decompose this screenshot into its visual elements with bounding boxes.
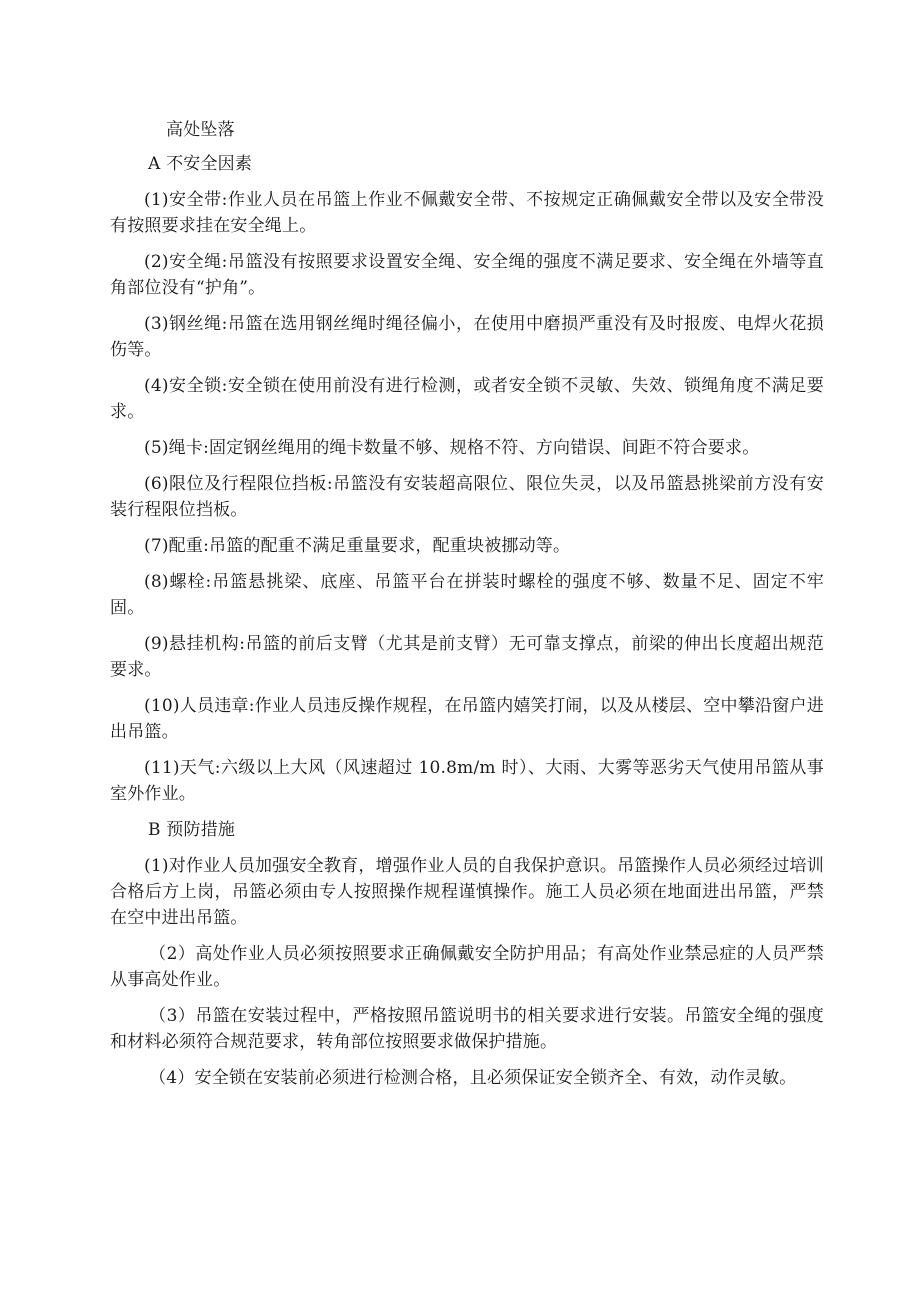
hazard-item-personnel: (10)人员违章:作业人员违反操作规程，在吊篮内嬉笑打闹，以及从楼层、空中攀沿窗户进出吊篮。	[110, 696, 824, 742]
hazard-item-wire-rope: (3)钢丝绳:吊篮在选用钢丝绳时绳径偏小，在使用中磨损严重没有及时报废、电焊火花损伤等。	[110, 314, 824, 360]
hazard-item-limit-stop: (6)限位及行程限位挡板:吊篮没有安装超高限位、限位失灵，以及吊篮悬挑梁前方没有安装行程限位挡板。	[110, 474, 824, 520]
hazard-item-counterweight: (7)配重:吊篮的配重不满足重量要求，配重块被挪动等。	[144, 536, 571, 556]
hazard-item-safety-rope: (2)安全绳:吊篮没有按照要求设置安全绳、安全绳的强度不满足要求、安全绳在外墙等直角部位没有“护角”。	[110, 252, 824, 298]
measure-item-protective-gear: （2）高处作业人员必须按照要求正确佩戴安全防护用品；有高处作业禁忌症的人员严禁从事高处作业。	[110, 944, 824, 990]
hazard-item-safety-lock: (4)安全锁:安全锁在使用前没有进行检测，或者安全锁不灵敏、失效、锁绳角度不满足要求。	[110, 376, 824, 422]
hazard-item-bolts: (8)螺栓:吊篮悬挑梁、底座、吊篮平台在拼装时螺栓的强度不够、数量不足、固定不牢固。	[110, 572, 824, 618]
document-body	[110, 117, 824, 1101]
section-title: 高处坠落	[166, 120, 235, 140]
section-a-heading: A 不安全因素	[148, 154, 253, 174]
measure-item-installation: （3）吊篮在安装过程中，严格按照吊篮说明书的相关要求进行安装。吊篮安全绳的强度和材料必须符合规范要求，转角部位按照要求做保护措施。	[110, 1006, 824, 1052]
hazard-item-rope-clip: (5)绳卡:固定钢丝绳用的绳卡数量不够、规格不符、方向错误、间距不符合要求。	[144, 438, 760, 458]
hazard-item-suspension: (9)悬挂机构:吊篮的前后支臂（尤其是前支臂）无可靠支撑点，前梁的伸出长度超出规范要求。	[110, 634, 824, 680]
measure-item-lock-check: （4）安全锁在安装前必须进行检测合格，且必须保证安全锁齐全、有效，动作灵敏。	[149, 1068, 797, 1088]
hazard-item-safety-belt: (1)安全带:作业人员在吊篮上作业不佩戴安全带、不按规定正确佩戴安全带以及安全带没有按照要求挂在安全绳上。	[110, 190, 824, 236]
section-b-heading: B 预防措施	[148, 820, 236, 840]
hazard-item-weather: (11)天气:六级以上大风（风速超过 10.8m/m 时）、大雨、大雾等恶劣天气使用吊篮从事室外作业。	[110, 758, 824, 804]
measure-item-training: (1)对作业人员加强安全教育，增强作业人员的自我保护意识。吊篮操作人员必须经过培训合格后方上岗，吊篮必须由专人按照操作规程谨慎操作。施工人员必须在地面进出吊篮，严禁在空中进出吊篮。	[110, 856, 824, 928]
